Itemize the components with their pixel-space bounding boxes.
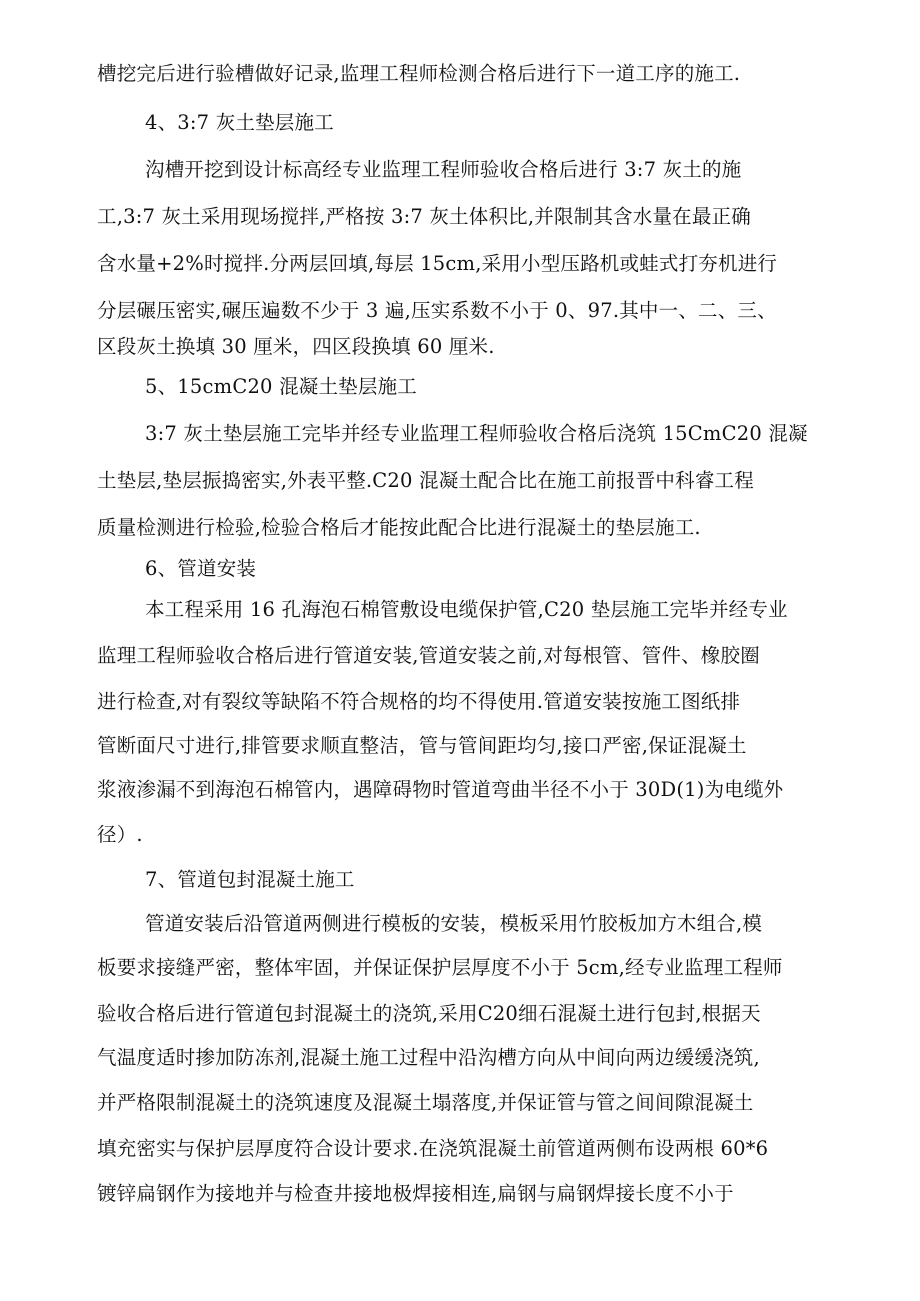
body-text-line: 浆液渗漏不到海泡石棉管内，遇障碍物时管道弯曲半径不小于 30D(1)为电缆外 [97, 778, 784, 801]
body-text-line: 区段灰土换填 30 厘米，四区段换填 60 厘米. [97, 335, 495, 358]
body-text-line: 本工程采用 16 孔海泡石棉管敷设电缆保护管,C20 垫层施工完毕并经专业 [145, 598, 788, 621]
body-text-line: 槽挖完后进行验槽做好记录,监理工程师检测合格后进行下一道工序的施工. [97, 62, 741, 85]
body-text-line: 进行检查,对有裂纹等缺陷不符合规格的均不得使用.管道安装按施工图纸排 [97, 690, 741, 713]
section-heading-7: 7、管道包封混凝土施工 [145, 868, 355, 891]
body-text-line: 3:7 灰土垫层施工完毕并经专业监理工程师验收合格后浇筑 15CmC20 混凝 [145, 422, 808, 445]
body-text-line: 径）. [97, 823, 143, 846]
section-heading-4: 4、3:7 灰土垫层施工 [145, 111, 334, 134]
body-text-line: 并严格限制混凝土的浇筑速度及混凝土塌落度,并保证管与管之间间隙混凝土 [97, 1091, 754, 1114]
body-text-line: 质量检测进行检验,检验合格后才能按此配合比进行混凝土的垫层施工. [97, 516, 701, 539]
body-text-line: 工,3:7 灰土采用现场搅拌,严格按 3:7 灰土体积比,并限制其含水量在最正确 [97, 205, 751, 228]
body-text-line: 验收合格后进行管道包封混凝土的浇筑,采用C20细石混凝土进行包封,根据天 [97, 1002, 761, 1025]
body-text-line: 沟槽开挖到设计标高经专业监理工程师验收合格后进行 3:7 灰土的施 [145, 158, 742, 181]
body-text-line: 监理工程师验收合格后进行管道安装,管道安装之前,对每根管、管件、橡胶圈 [97, 644, 760, 667]
body-text-line: 气温度适时掺加防冻剂,混凝土施工过程中沿沟槽方向从中间向两边缓缓浇筑, [97, 1046, 760, 1069]
body-text-line: 分层碾压密实,碾压遍数不少于 3 遍,压实系数不小于 0、97.其中一、二、三、 [97, 299, 777, 322]
body-text-line: 管道安装后沿管道两侧进行模板的安装，模板采用竹胶板加方木组合,模 [145, 912, 763, 935]
body-text-line: 板要求接缝严密，整体牢固，并保证保护层厚度不小于 5cm,经专业监理工程师 [97, 956, 783, 979]
body-text-line: 土垫层,垫层振捣密实,外表平整.C20 混凝土配合比在施工前报晋中科睿工程 [97, 469, 754, 492]
section-heading-5: 5、15cmC20 混凝土垫层施工 [145, 375, 417, 398]
body-text-line: 含水量+2%时搅拌.分两层回填,每层 15cm,采用小型压路机或蛙式打夯机进行 [97, 252, 778, 275]
body-text-line: 管断面尺寸进行,排管要求顺直整洁，管与管间距均匀,接口严密,保证混凝土 [97, 734, 747, 757]
section-heading-6: 6、管道安装 [145, 557, 257, 580]
body-text-line: 填充密实与保护层厚度符合设计要求.在浇筑混凝土前管道两侧布设两根 60*6 [97, 1137, 769, 1160]
body-text-line: 镀锌扁钢作为接地并与检查井接地极焊接相连,扁钢与扁钢焊接长度不小于 [97, 1182, 734, 1205]
